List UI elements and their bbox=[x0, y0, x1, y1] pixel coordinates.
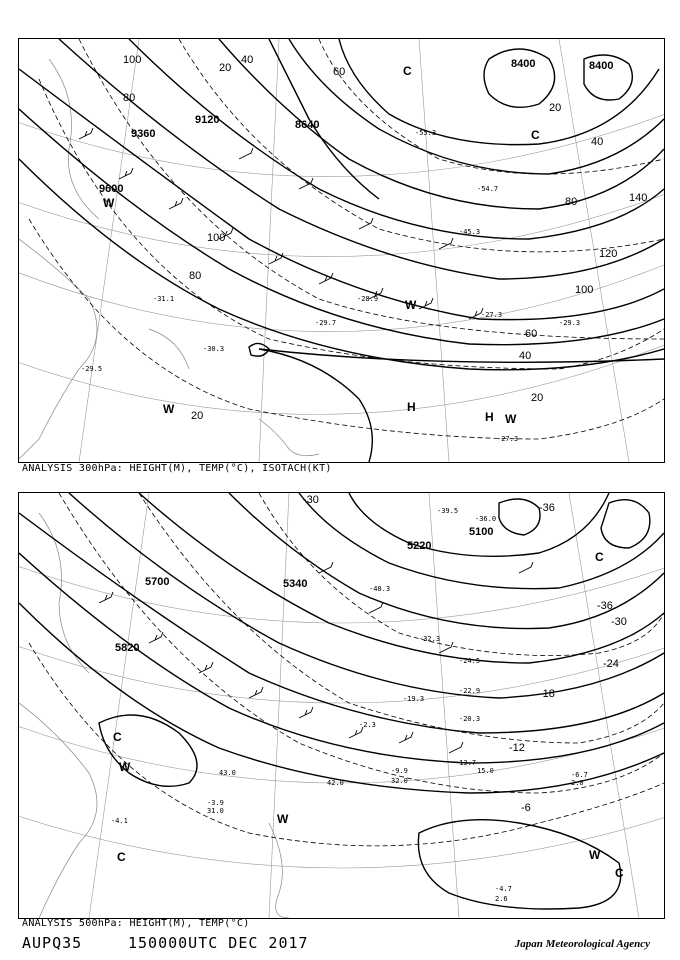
station-value: -32.3 bbox=[419, 635, 441, 643]
coastline bbox=[19, 513, 289, 918]
station-value: -39.5 bbox=[437, 507, 459, 515]
isotach-label: 100 bbox=[123, 54, 142, 66]
height-label: 8400 bbox=[511, 58, 536, 70]
isotach-label: 80 bbox=[123, 92, 136, 104]
height-label: 5220 bbox=[407, 540, 432, 552]
station-value: -3.9 bbox=[207, 799, 224, 807]
warm-center: W bbox=[505, 412, 517, 426]
chart-valid-time: 150000UTC DEC 2017 bbox=[128, 934, 309, 952]
graticule bbox=[19, 493, 664, 918]
height-label: 5820 bbox=[115, 642, 140, 654]
cold-center: C bbox=[403, 64, 412, 78]
warm-center: W bbox=[163, 402, 175, 416]
station-value: -20.3 bbox=[459, 715, 481, 723]
warm-center: W bbox=[277, 812, 289, 826]
temperature-label: -27.3 bbox=[497, 435, 519, 443]
isotach-label: 100 bbox=[207, 232, 226, 244]
height-label: 5100 bbox=[469, 526, 494, 538]
station-value: -36.0 bbox=[475, 515, 497, 523]
isotach-label: 40 bbox=[241, 54, 254, 66]
height-label: 9600 bbox=[99, 183, 124, 195]
station-value: -4.7 bbox=[495, 885, 512, 893]
temperature-label: -29.7 bbox=[315, 319, 337, 327]
cold-center: C bbox=[595, 550, 604, 564]
isotach-label: 80 bbox=[189, 270, 202, 282]
coastline bbox=[19, 59, 319, 459]
height-label: 5700 bbox=[145, 576, 170, 588]
station-value: -40.3 bbox=[369, 585, 391, 593]
isotach-label: 120 bbox=[599, 248, 618, 260]
height-label: 9360 bbox=[131, 128, 156, 140]
agency-name: Japan Meteorological Agency bbox=[514, 938, 650, 950]
station-value: -13.7 bbox=[455, 759, 477, 767]
temperature-label: -54.7 bbox=[477, 185, 499, 193]
isotach-label: 40 bbox=[591, 136, 604, 148]
station-value: -2.3 bbox=[359, 721, 376, 729]
isotherm-label: -36 bbox=[539, 502, 555, 514]
isotach-label: 80 bbox=[565, 196, 578, 208]
isotach-label: 20 bbox=[531, 392, 544, 404]
height-contours bbox=[19, 39, 664, 462]
height-label: 8400 bbox=[589, 60, 614, 72]
isotherm-label: -6 bbox=[521, 802, 531, 814]
temperature-label: -30.3 bbox=[203, 345, 225, 353]
warm-center: W bbox=[103, 196, 115, 210]
station-value: -24.5 bbox=[459, 657, 481, 665]
station-value: 32.0 bbox=[391, 777, 408, 785]
isotach-label: 20 bbox=[549, 102, 562, 114]
height-label: 5340 bbox=[283, 578, 308, 590]
height-contours bbox=[19, 493, 664, 909]
temperature-label: -29.3 bbox=[559, 319, 581, 327]
station-value: 43.0 bbox=[219, 769, 236, 777]
graticule bbox=[19, 39, 664, 462]
station-value: 2.0 bbox=[571, 779, 584, 787]
cold-center: C bbox=[113, 730, 122, 744]
cold-center: C bbox=[615, 866, 624, 880]
isotach-label: 60 bbox=[333, 66, 346, 78]
isotach-label: 40 bbox=[519, 350, 532, 362]
station-value: -6.7 bbox=[571, 771, 588, 779]
station-value: 2.6 bbox=[495, 895, 508, 903]
station-value: -4.1 bbox=[111, 817, 128, 825]
temperature-label: -45.3 bbox=[459, 228, 481, 236]
isotherm-label: -18 bbox=[539, 688, 555, 700]
isotherm-label: -30 bbox=[303, 494, 319, 506]
temperature-label: -27.3 bbox=[481, 311, 503, 319]
temperature-label: -31.1 bbox=[153, 295, 175, 303]
warm-center: W bbox=[405, 298, 417, 312]
isotach-label: 20 bbox=[191, 410, 204, 422]
isotherm-label: -12 bbox=[509, 742, 525, 754]
isotach-label: 20 bbox=[219, 62, 232, 74]
isotach-label: 60 bbox=[525, 328, 538, 340]
height-label: 8640 bbox=[295, 119, 320, 131]
high-center: H bbox=[485, 410, 494, 424]
caption-300hpa: ANALYSIS 300hPa: HEIGHT(M), TEMP(°C), ISOTACH(KT) bbox=[22, 463, 332, 474]
height-label: 9120 bbox=[195, 114, 220, 126]
chart-code: AUPQ35 bbox=[22, 934, 83, 952]
isotherm-label: -30 bbox=[611, 616, 627, 628]
warm-center: W bbox=[119, 760, 131, 774]
map-300hpa bbox=[19, 39, 664, 462]
warm-center: W bbox=[589, 848, 601, 862]
station-value: -9.9 bbox=[391, 767, 408, 775]
caption-500hpa: ANALYSIS 500hPa: HEIGHT(M), TEMP(°C) bbox=[22, 918, 250, 929]
temperature-label: -55.3 bbox=[415, 129, 437, 137]
isotach-label: 140 bbox=[629, 192, 648, 204]
temperature-label: -29.5 bbox=[81, 365, 103, 373]
chart-500hpa bbox=[18, 492, 665, 919]
station-value: 42.0 bbox=[327, 779, 344, 787]
station-value: -19.3 bbox=[403, 695, 425, 703]
isotherm-label: -24 bbox=[603, 658, 619, 670]
isotherm-label: -36 bbox=[597, 600, 613, 612]
map-500hpa bbox=[19, 493, 664, 918]
cold-center: C bbox=[117, 850, 126, 864]
station-value: 15.0 bbox=[477, 767, 494, 775]
isotach-label: 100 bbox=[575, 284, 594, 296]
cold-center: C bbox=[531, 128, 540, 142]
high-center: H bbox=[407, 400, 416, 414]
temperature-label: -28.9 bbox=[357, 295, 379, 303]
chart-300hpa bbox=[18, 38, 665, 463]
station-value: -22.9 bbox=[459, 687, 481, 695]
station-value: 31.0 bbox=[207, 807, 224, 815]
